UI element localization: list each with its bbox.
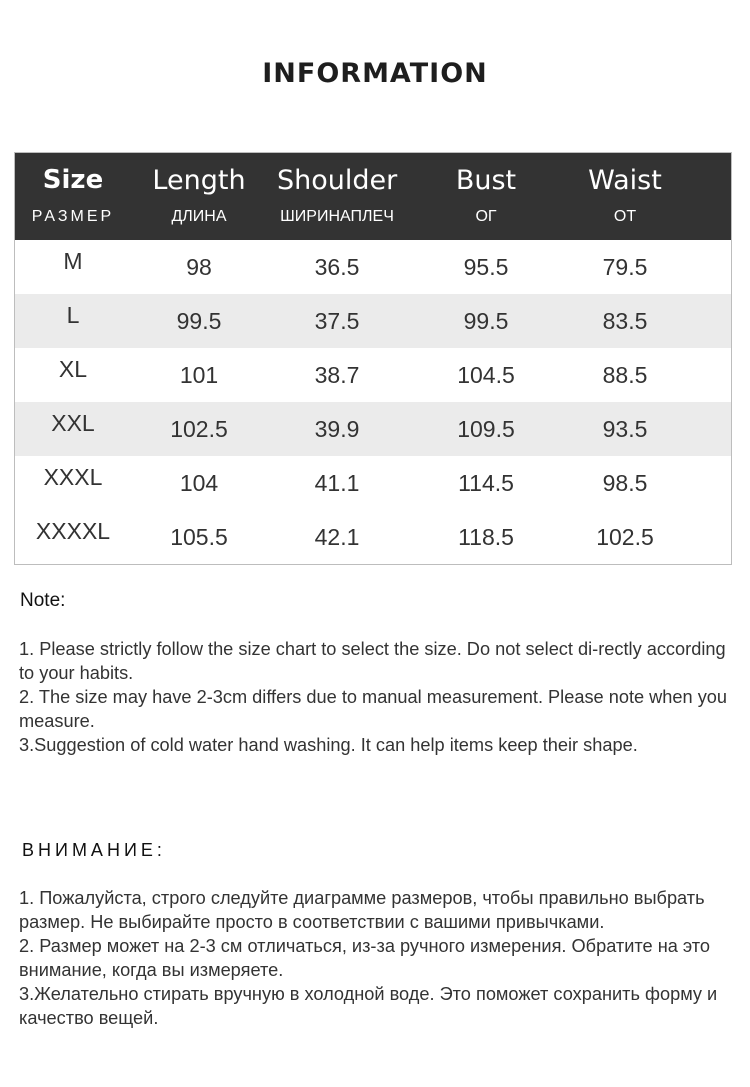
- header-shoulder: [277, 153, 397, 240]
- table-row: [15, 402, 731, 456]
- header-length-ru: ДЛИНА: [171, 208, 227, 225]
- cell-waist: 93.5: [602, 416, 648, 442]
- header-shoulder-en: Shoulder: [277, 165, 398, 196]
- cell-bust: 104.5: [457, 362, 515, 388]
- table-row: [15, 294, 731, 348]
- cell-length: 101: [179, 362, 219, 388]
- cell-length: 105.5: [170, 524, 228, 550]
- header-length-en: Length: [152, 165, 246, 196]
- header-waist-en: Waist: [588, 165, 662, 196]
- cell-length: 104: [179, 470, 219, 496]
- cell-bust: 114.5: [458, 470, 514, 496]
- note-item: 2. Размер может на 2-3 см отличаться, из-за ручного измерения. Обратите на это внимание, когда вы измеряете.: [19, 936, 711, 980]
- cell-size: XL: [58, 356, 88, 382]
- attention-heading: ВНИМАНИЕ:: [22, 840, 166, 860]
- cell-bust: 118.5: [458, 524, 514, 550]
- header-bust: [427, 153, 545, 240]
- note-item: 3.Желательно стирать вручную в холодной воде. Это поможет сохранить форму и качество вещей.: [19, 984, 718, 1028]
- header-size-en: Size: [42, 165, 104, 195]
- cell-shoulder: 36.5: [314, 254, 360, 280]
- cell-size: XXXXL: [35, 518, 111, 544]
- cell-waist: 98.5: [602, 470, 648, 496]
- table-row: [15, 240, 731, 294]
- cell-waist: 79.5: [602, 254, 648, 280]
- cell-size: XXXL: [43, 464, 103, 490]
- cell-waist: 83.5: [602, 308, 648, 334]
- header-shoulder-ru: ШИРИНАПЛЕЧ: [280, 208, 394, 225]
- cell-waist: 88.5: [602, 362, 648, 388]
- note-item: 1. Пожалуйста, строго следуйте диаграмме размеров, чтобы правильно выбрать размер. Не выбирайте просто в соответствии с вашими привычками.: [19, 888, 705, 932]
- table-row: [15, 456, 731, 510]
- header-length: [141, 153, 257, 240]
- cell-size: M: [63, 248, 83, 274]
- size-chart-table: [14, 152, 732, 565]
- cell-shoulder: 41.1: [314, 470, 360, 496]
- header-bust-ru: ОГ: [475, 208, 497, 225]
- header-bust-en: Bust: [455, 165, 517, 196]
- cell-bust: 95.5: [463, 254, 509, 280]
- note-item: 3.Suggestion of cold water hand washing. It can help items keep their shape.: [19, 735, 638, 755]
- page-title: INFORMATION: [262, 58, 488, 89]
- table-header: [15, 153, 731, 240]
- cell-size: L: [66, 302, 80, 328]
- cell-shoulder: 42.1: [314, 524, 360, 550]
- cell-length: 99.5: [176, 308, 222, 334]
- cell-length: 102.5: [170, 416, 228, 442]
- table-row: [15, 510, 731, 564]
- table-row: [15, 348, 731, 402]
- header-waist-ru: ОТ: [613, 208, 637, 225]
- cell-waist: 102.5: [596, 524, 654, 550]
- cell-size: XXL: [51, 410, 95, 436]
- cell-bust: 109.5: [457, 416, 515, 442]
- header-size: [15, 153, 131, 240]
- cell-shoulder: 37.5: [314, 308, 360, 334]
- notes-english: [19, 637, 731, 757]
- note-item: 2. The size may have 2-3cm differs due to manual measurement. Please note when you measure.: [19, 687, 728, 731]
- cell-length: 98: [186, 254, 212, 280]
- note-item: 1. Please strictly follow the size chart to select the size. Do not select di-rectly according to your habits.: [19, 639, 726, 683]
- header-size-ru: РАЗМЕР: [31, 208, 115, 225]
- notes-russian: [19, 886, 731, 1030]
- note-heading: Note:: [20, 590, 66, 611]
- header-waist: [567, 153, 683, 240]
- cell-shoulder: 38.7: [314, 362, 360, 388]
- cell-shoulder: 39.9: [314, 416, 360, 442]
- cell-bust: 99.5: [463, 308, 509, 334]
